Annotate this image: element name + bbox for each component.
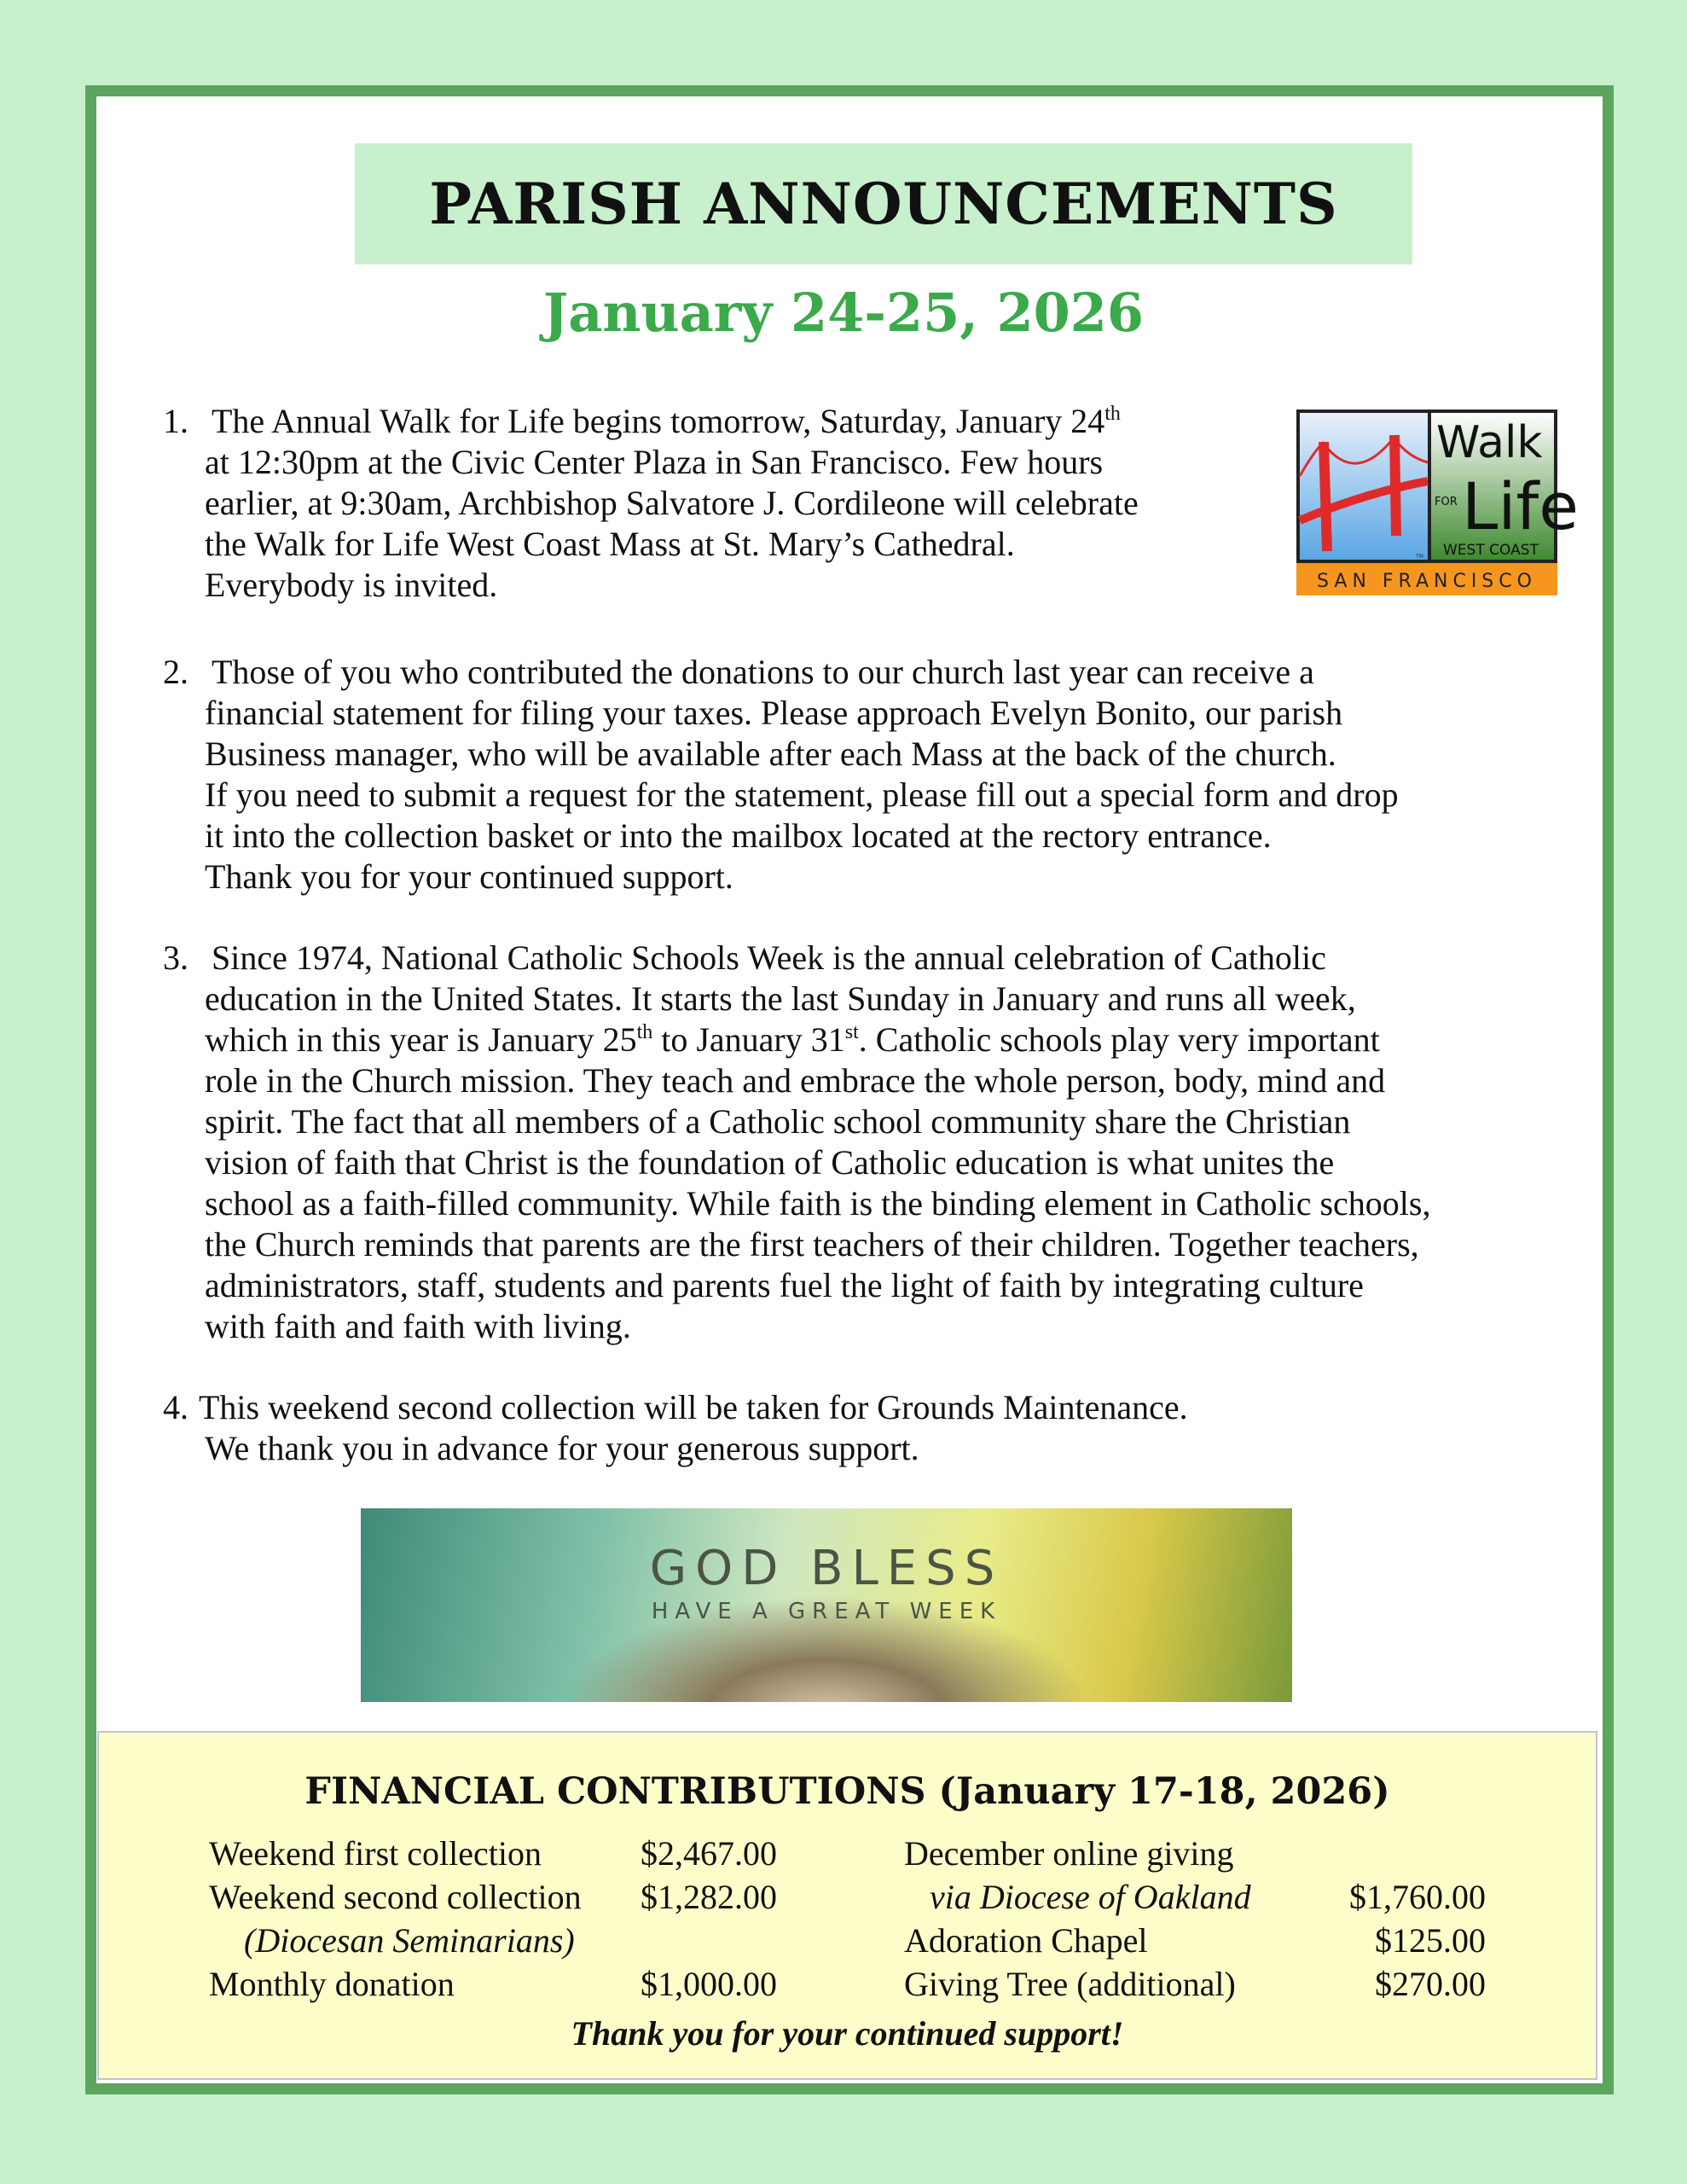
announcement-line: 1. The Annual Walk for Life begins tomorrow, Saturday, January 24th	[163, 402, 1121, 440]
announcement-line: which in this year is January 25th to January 31st. Catholic schools play very important	[205, 1020, 1380, 1059]
announcement-line: the Church reminds that parents are the first teachers of their children. Together teachers,	[205, 1225, 1419, 1263]
announcement-line: If you need to submit a request for the statement, please fill out a special form and drop	[205, 775, 1399, 814]
walk-for-life-logo	[1288, 401, 1579, 599]
announcement-line: spirit. The fact that all members of a Catholic school community share the Christian	[205, 1102, 1351, 1141]
fin-right-amount: $270.00	[1375, 1965, 1486, 2003]
announcement-1	[163, 401, 1139, 606]
logo-san-francisco: SAN FRANCISCO	[1317, 571, 1537, 592]
fin-right-label: Adoration Chapel	[904, 1921, 1148, 1960]
announcement-line: financial statement for filing your taxes. Please approach Evelyn Bonito, our parish	[205, 694, 1343, 732]
fin-left-label: Monthly donation	[209, 1965, 455, 2003]
announcement-line: administrators, staff, students and parents fuel the light of faith by integrating culture	[205, 1266, 1364, 1304]
page-title: PARISH ANNOUNCEMENTS	[429, 171, 1338, 237]
fin-left-label: (Diocesan Seminarians)	[244, 1921, 575, 1960]
ordinal-suffix: th	[636, 1021, 653, 1043]
fin-right-label: Giving Tree (additional)	[904, 1965, 1236, 2003]
financial-contributions-box	[97, 1731, 1597, 2080]
announcement-4	[163, 1387, 1188, 1469]
announcement-number: 4.	[163, 1388, 188, 1426]
announcement-line: 2. Those of you who contributed the donations to our church last year can receive a	[163, 653, 1314, 691]
title-banner	[355, 143, 1412, 264]
announcement-line: at 12:30pm at the Civic Center Plaza in San Francisco. Few hours	[205, 443, 1104, 481]
fin-left-label: Weekend first collection	[209, 1834, 542, 1873]
logo-walk: Walk	[1436, 417, 1543, 468]
announcement-line: vision of faith that Christ is the foundation of Catholic education is what unites the	[205, 1143, 1335, 1182]
banner-line-1: GOD BLESS	[649, 1541, 1004, 1596]
ordinal-suffix: th	[1104, 403, 1121, 425]
announcement-line: We thank you in advance for your generous support.	[205, 1429, 919, 1467]
financial-title: FINANCIAL CONTRIBUTIONS (January 17-18, 2026)	[304, 1770, 1390, 1813]
fin-left-amount: $1,282.00	[641, 1878, 777, 1916]
banner-line-2: HAVE A GREAT WEEK	[651, 1599, 1002, 1624]
thank-you-note: Thank you for your continued support!	[571, 2014, 1124, 2053]
announcement-line: Business manager, who will be available after each Mass at the back of the church.	[205, 735, 1336, 773]
announcement-line: it into the collection basket or into the mailbox located at the rectory entrance.	[205, 816, 1272, 855]
logo-life: Life	[1462, 468, 1579, 544]
announcement-line: role in the Church mission. They teach and embrace the whole person, body, mind and	[205, 1061, 1386, 1100]
announcement-number: 1.	[163, 402, 188, 440]
announcement-line: Thank you for your continued support.	[205, 857, 733, 896]
fin-right-label: via Diocese of Oakland	[930, 1878, 1251, 1916]
fin-right-amount: $125.00	[1375, 1921, 1486, 1960]
announcement-date: January 24-25, 2026	[542, 282, 1145, 344]
announcement-number: 2.	[163, 653, 188, 691]
fin-right-label: December online giving	[904, 1834, 1234, 1873]
logo-west-coast: WEST COAST	[1443, 542, 1539, 559]
fin-left-amount: $2,467.00	[641, 1834, 777, 1873]
announcement-line: Everybody is invited.	[205, 566, 498, 604]
god-bless-banner-image	[361, 1508, 1292, 1702]
announcement-line: 4. This weekend second collection will be taken for Grounds Maintenance.	[163, 1388, 1188, 1426]
fin-left-amount: $1,000.00	[641, 1965, 777, 2003]
announcement-line: with faith and faith with living.	[205, 1307, 631, 1345]
fin-right-amount: $1,760.00	[1349, 1878, 1486, 1916]
announcement-line: 3. Since 1974, National Catholic Schools Week is the annual celebration of Catholic	[163, 938, 1326, 977]
ordinal-suffix: st	[844, 1021, 859, 1043]
logo-for: FOR	[1435, 496, 1458, 508]
announcement-3	[163, 938, 1430, 1347]
announcement-line: earlier, at 9:30am, Archbishop Salvatore J. Cordileone will celebrate	[205, 484, 1139, 522]
announcement-number: 3.	[163, 938, 188, 977]
logo-tm: TM	[1416, 554, 1423, 560]
announcement-line: education in the United States. It starts the last Sunday in January and runs all week,	[205, 979, 1356, 1018]
fin-left-label: Weekend second collection	[209, 1878, 582, 1916]
announcement-line: the Walk for Life West Coast Mass at St. Mary’s Cathedral.	[205, 525, 1015, 563]
announcement-2	[163, 652, 1399, 897]
announcement-line: school as a faith-filled community. While faith is the binding element in Catholic schools,	[205, 1184, 1431, 1223]
